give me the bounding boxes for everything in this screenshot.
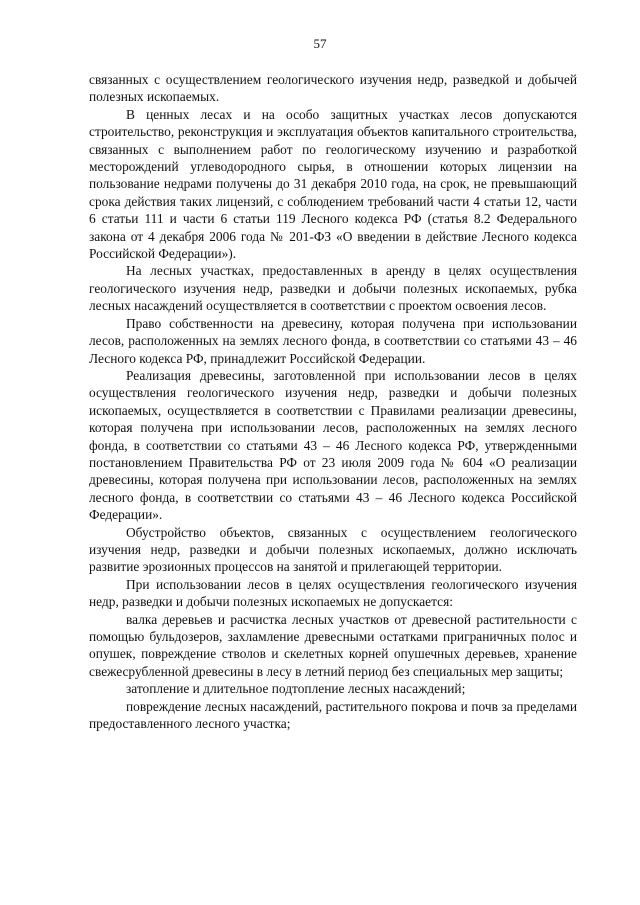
paragraph-7: При использовании лесов в целях осуществления геологического изучения недр, разведки и добычи полезных ископаемых не допускается:: [89, 576, 577, 610]
list-item-1: валка деревьев и расчистка лесных участков от древесной растительности с помощью бульдозеров, захламление древесными остатками приграничных полос и опушек, повреждение стволов и скелетных корней опушечных деревьев, хранение свежесрубленной древесины в лесу в летний период без специальных мер защиты;: [89, 611, 577, 679]
paragraph-2: В ценных лесах и на особо защитных участках лесов допускаются строительство, реконструкция и эксплуатация объектов капитального строительства, связанных с выполнением работ по геологическому изучению и разработкой месторождений углеводородного сырья, в отношении которых лицензии на пользование недрами получены до 31 декабря 2010 года, на срок, не превышающий срока действия таких лицензий, с соблюдением требований части 4 статьи 12, части 6 статьи 111 и части 6 статьи 119 Лесного кодекса РФ (статья 8.2 Федерального закона от 4 декабря 2006 года № 201-ФЗ «О введении в действие Лесного кодекса Российской Федерации»).: [89, 106, 577, 262]
paragraph-5: Реализация древесины, заготовленной при использовании лесов в целях осуществления геологического изучения недр, разведки и добычи полезных ископаемых, осуществляется в соответствии с Правилами реализации древесины, которая получена при использовании лесов, расположенных на землях лесного фонда, в соответствии со статьями 43 – 46 Лесного кодекса РФ, утвержденными постановлением Правительства РФ от 23 июля 2009 года № 604 «О реализации древесины, которая получена при использовании лесов, расположенных на землях лесного фонда, в соответствии со статьями 43 – 46 Лесного кодекса Российской Федерации».: [89, 367, 577, 523]
paragraph-3: На лесных участках, предоставленных в аренду в целях осуществления геологического изучения недр, разведки и добычи полезных ископаемых, рубка лесных насаждений осуществляется в соответствии с проектом освоения лесов.: [89, 263, 577, 314]
paragraph-1: связанных с осуществлением геологического изучения недр, разведкой и добычей полезных ископаемых.: [89, 72, 577, 105]
list-item-3: повреждение лесных насаждений, растительного покрова и почв за пределами предоставленного лесного участка;: [89, 698, 577, 732]
document-body: [89, 71, 577, 732]
list-item-2: затопление и длительное подтопление лесных насаждений;: [126, 681, 466, 697]
paragraph-6: Обустройство объектов, связанных с осуществлением геологического изучения недр, разведки и добычи полезных ископаемых, должно исключать развитие эрозионных процессов на занятой и прилегающей территории.: [89, 524, 577, 575]
page-number: 57: [313, 36, 327, 51]
paragraph-4: Право собственности на древесину, которая получена при использовании лесов, расположенных на землях лесного фонда, в соответствии со статьями 43 – 46 Лесного кодекса РФ, принадлежит Российской Федерации.: [89, 315, 577, 366]
